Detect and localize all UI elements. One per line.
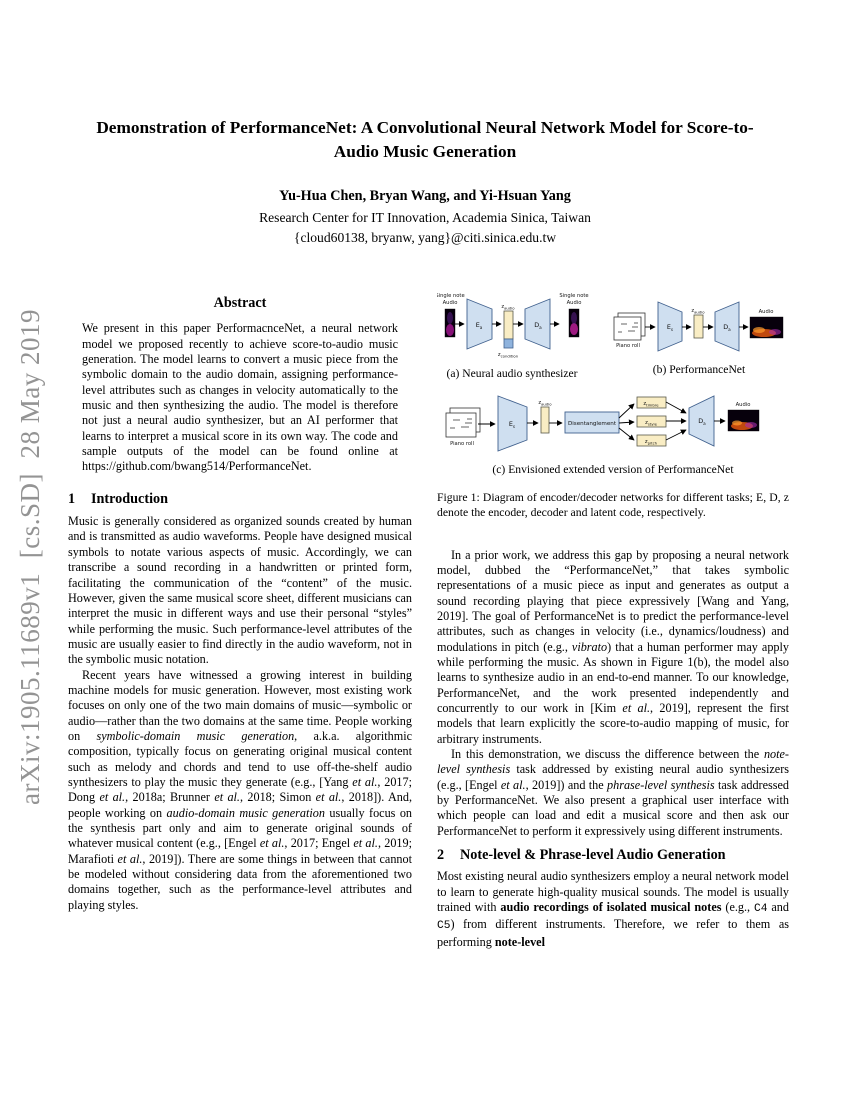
text-segment: , 2018]). And, people working on — [68, 790, 412, 820]
audio-label: Audio — [735, 402, 751, 408]
text-segment: task addressed by existing neural audio synthesizers (e.g., [Engel — [437, 762, 789, 792]
z-audio-bar — [694, 315, 703, 338]
affiliation: Research Center for IT Innovation, Academia Sinica, Taiwan — [259, 210, 591, 225]
z-condition-bar — [504, 339, 513, 348]
text-segment: et al. — [117, 851, 143, 866]
text-segment: ) that a human performer may apply while performing the music. As shown in Figure 1(b), the model also learns to synthesize audio in an end-to-end manner. To our knowledge, PerformanceNet, and the work presented independently and concurrently to our work in [Kim — [437, 639, 789, 715]
spectrogram-icon — [750, 317, 783, 338]
z-audio-label: $z_{audio}$ — [538, 400, 552, 407]
panel-c-caption: (c) Envisioned extended version of PerformanceNet — [492, 463, 734, 476]
right-column — [437, 285, 789, 950]
section-number: 1 — [68, 490, 76, 507]
text-segment: , 2017; Dong — [68, 774, 412, 805]
section-heading — [68, 492, 412, 507]
z-timbre-label: $z_{timbre}$ — [643, 401, 659, 408]
piano-roll-icon — [614, 313, 645, 340]
text-segment: In a prior work, we address this gap by proposing a neural network model, dubbed the “PerformanceNet,” that takes symbolic representations of a music piece as input and generates as output a sound recording playing that piece expressively [Wang and Yang, 2019]. The goal of PerformanceNet is to predict the performance-level attributes, such as changes in velocity (i.e., dynamics/loudness) and modulations in pitch (e.g., — [437, 547, 789, 654]
text-segment: et al. — [315, 790, 342, 805]
text-segment: audio recordings of isolated musical notes — [500, 900, 722, 915]
disentanglement-label: Disentanglement — [567, 421, 617, 427]
text-segment: et al. — [99, 790, 126, 805]
output-label: Single note — [559, 293, 589, 299]
text-segment: C4 — [754, 903, 768, 916]
text-segment: et al. — [259, 836, 285, 851]
text-segment: note-level — [494, 934, 545, 949]
text-segment: et al. — [500, 777, 526, 792]
panel-a-caption: (a) Neural audio synthesizer — [446, 367, 578, 380]
text-segment: , a.k.a. algorithmic composition, typically focus on generating original musical content such as melody and chords and tend to use off-the-shelf audio synthesizers to play the music they generate (e.g., [Yang — [68, 728, 412, 789]
text-segment: usually focus on the synthesis part only and aim to generate original sounds of whatever musical content (e.g., [Engel — [68, 805, 413, 851]
abstract-heading: Abstract — [213, 295, 267, 311]
text-segment: et al. — [622, 700, 651, 715]
encoder-label: $E_s$ — [508, 420, 516, 429]
paper-title: Demonstration of PerformanceNet: A Convolutional Neural Network Model for Score-to-Audio Music Generation — [96, 118, 754, 161]
panel-c — [446, 396, 759, 476]
abstract-text: We present in this paper PerformacnceNet, a neural network model we proposed recently to achieve score-to-audio music generation. The model learns to convert a music piece from the symbolic domain to the audio domain, assigning performance-level attributes such as changes in velocity automatically to the music and then synthesizing the audio. The model is therefore not just a neural audio synthesizer, but an AI performer that learns to interpret a musical score in its own way. The code and sample outputs of the model can be found online at https://github.com/bwang514/PerformanceNet. — [82, 321, 398, 474]
input-label: Audio — [442, 300, 458, 306]
text-segment: , 2017; Engel — [284, 836, 354, 851]
z-audio-label: $z_{audio}$ — [501, 304, 515, 311]
figure-1-caption: Figure 1: Diagram of encoder/decoder networks for different tasks; E, D, z denote the encoder, decoder and latent code, respectively. — [437, 491, 789, 519]
text-segment: symbolic-domain music generation — [96, 728, 295, 743]
text-segment: phrase-level synthesis — [607, 777, 715, 792]
text-segment: et al. — [214, 790, 240, 805]
right-column-body — [437, 548, 789, 951]
encoder-label: $E_a$ — [475, 321, 483, 330]
text-segment: , 2019; Marafioti — [68, 836, 412, 866]
spectrogram-icon — [569, 309, 579, 337]
z-audio-label: $z_{audio}$ — [691, 308, 705, 315]
text-segment: audio-domain music generation — [166, 805, 325, 820]
text-segment: et al. — [352, 774, 378, 789]
paragraph — [68, 514, 412, 667]
input-label: Single note — [437, 293, 465, 299]
output-label: Audio — [566, 300, 582, 306]
piano-roll-icon — [446, 408, 480, 437]
piano-roll-label: Piano roll — [450, 441, 474, 447]
paragraph — [68, 668, 412, 914]
encoder-label: $E_s$ — [666, 323, 674, 332]
section-number: 2 — [437, 847, 445, 864]
figure-1 — [437, 285, 789, 521]
text-segment: , 2018; Simon — [239, 790, 316, 805]
spectrogram-icon — [445, 309, 455, 337]
z-style-label: $z_{style}$ — [645, 420, 657, 427]
text-segment: vibrato — [571, 639, 608, 654]
text-segment: , 2018a; Brunner — [125, 790, 215, 805]
panel-b — [614, 302, 783, 376]
z-audio-bar — [541, 407, 549, 433]
text-segment: ) from different instruments. Therefore, we refer to them as performing — [437, 917, 789, 949]
left-column-body — [68, 492, 412, 913]
z-condition-label: $z_{condition}$ — [497, 352, 519, 359]
section-heading — [437, 848, 789, 863]
text-segment: Recent years have witnessed a growing interest in building machine models for music generation. However, most existing work focuses on only one of the two main domains of music—symbolic or audio—rather than the two domains at the same time. People working on — [68, 667, 412, 743]
left-column — [68, 296, 412, 913]
text-segment: , 2019]) and the — [525, 777, 608, 792]
text-segment: Music is generally considered as organized sounds created by human and is transmitted as audio waveforms. People have designed musical symbols to notate various aspects of music. Accordingly, we can transcribe a sound recording in a handwritten or printed form, facilitating the communication of the “content” of the music. However, given the same musical score sheet, different musicians can interpret the music in different ways and use their personal “styles” while performing the music. Such performance-level attributes of the music are usually easier to find directly in the audio waveform, not in the symbolic music notation. — [68, 514, 412, 667]
text-segment: and — [767, 900, 789, 915]
decoder-label: $D_a$ — [534, 321, 542, 330]
section-title: Introduction — [91, 490, 168, 507]
paragraph — [437, 548, 789, 747]
paragraph — [437, 747, 789, 839]
panel-b-caption: (b) PerformanceNet — [652, 363, 746, 376]
figure-1-diagram — [437, 285, 789, 478]
arxiv-banner: arXiv:1905.11689v1 [cs.SD] 28 May 2019 — [15, 309, 45, 805]
audio-label: Audio — [758, 309, 774, 315]
text-segment: task addressed by PerformanceNet. We also present a graphical user interface with which people can load and edit a musical score and then ask our PerformanceNet to perform it expressively using different instruments. — [437, 777, 789, 838]
piano-roll-label: Piano roll — [616, 343, 640, 349]
text-segment: et al. — [353, 836, 378, 851]
z-audio-bar — [504, 311, 513, 339]
z-pitch-label: $z_{pitch}$ — [644, 439, 658, 446]
text-segment: Most existing neural audio synthesizers employ a neural network model to learn to generate high-quality musical sounds. The model is usually trained with — [437, 869, 789, 915]
text-segment: In this demonstration, we discuss the difference between the — [451, 747, 764, 761]
text-segment: C5 — [437, 920, 451, 933]
text-segment: , 2019]). There are some things in between that cannot be modeled without considering data from the aforementioned two domains together, such as the performance-level attributes and playing styles. — [68, 851, 413, 912]
text-segment: note-level synthesis — [437, 747, 789, 777]
authors: Yu-Hua Chen, Bryan Wang, and Yi-Hsuan Yang — [279, 188, 571, 204]
section-title: Note-level & Phrase-level Audio Generation — [460, 847, 726, 864]
panel-a — [437, 293, 589, 380]
text-segment: , 2019], represent the first models that learn explicitly the score-to-audio mapping of music, for arbitrary instruments. — [437, 700, 789, 746]
spectrogram-icon — [728, 410, 759, 431]
decoder-label: $D_a$ — [723, 323, 731, 332]
email: {cloud60138, bryanw, yang}@citi.sinica.edu.tw — [293, 230, 557, 245]
paragraph — [437, 869, 789, 950]
text-segment: (e.g., — [721, 900, 755, 915]
decoder-label: $D_a$ — [698, 417, 706, 426]
